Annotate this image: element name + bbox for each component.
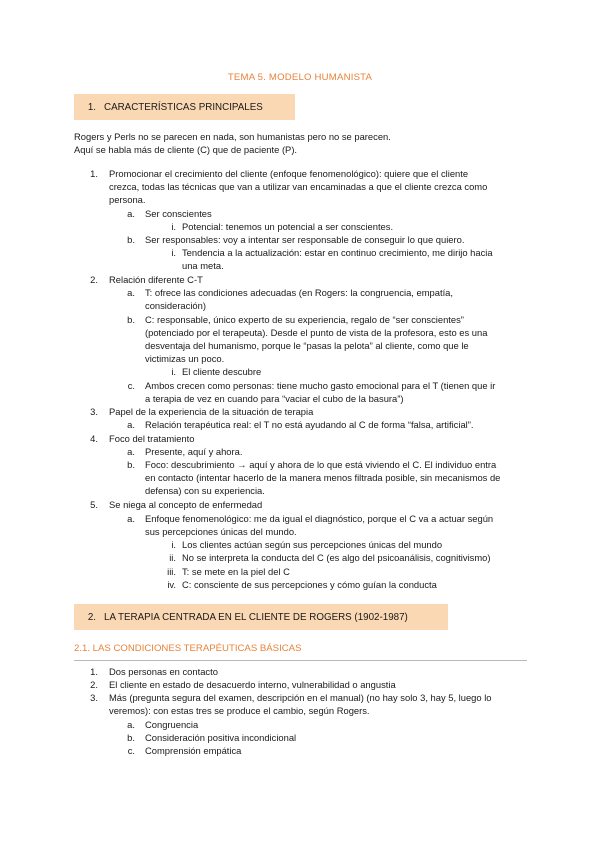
list-roman: i. xyxy=(171,366,176,377)
list-item-text: sus percepciones únicas del mundo. xyxy=(145,526,297,537)
list-roman: i. xyxy=(171,221,176,232)
list-number: 3. xyxy=(90,692,98,703)
list-item-text: Tendencia a la actualización: estar en continuo crecimiento, me dirijo hacia xyxy=(182,247,493,258)
list-letter: b. xyxy=(127,314,135,325)
list-item-text: Congruencia xyxy=(145,719,199,730)
list-item-text: una meta. xyxy=(182,260,224,271)
list-item-text: Enfoque fenomenológico: me da igual el diagnóstico, porque el C va a actuar según xyxy=(145,513,494,524)
list-number: 2. xyxy=(90,274,98,285)
document-title: TEMA 5. MODELO HUMANISTA xyxy=(227,72,373,83)
list-roman: ii. xyxy=(169,552,176,563)
list-item-text: Ambos crecen como personas: tiene mucho gasto emocional para el T (tienen que ir xyxy=(145,380,496,391)
list-letter: a. xyxy=(127,513,135,524)
list-letter: b. xyxy=(127,234,135,245)
list-item-text: Ser conscientes xyxy=(145,208,212,219)
list-item-text: desventaja del humanismo, porque le “pasas la pelota” al cliente, como que le xyxy=(145,340,469,351)
section-title: CARACTERÍSTICAS PRINCIPALES xyxy=(104,101,263,113)
section-header-caracteristicas xyxy=(74,94,295,120)
list-item-text: Comprensión empática xyxy=(145,745,242,756)
list-item-text: (potenciado por el terapeuta). Desde el punto de vista de la profesora, esto es una xyxy=(145,327,488,338)
intro-paragraph: Rogers y Perls no se parecen en nada, son humanistas pero no se parecen. xyxy=(74,131,391,142)
section-number: 2. xyxy=(87,611,96,623)
list-item-text: defensa) con su experiencia. xyxy=(145,485,265,496)
list-letter: c. xyxy=(127,745,135,756)
section-title: LA TERAPIA CENTRADA EN EL CLIENTE DE ROGERS (1902-1987) xyxy=(104,611,408,623)
list-letter: b. xyxy=(127,459,135,470)
list-item-text: persona. xyxy=(109,194,146,205)
list-number: 3. xyxy=(90,406,98,417)
list-item-text: Consideración positiva incondicional xyxy=(145,732,297,743)
list-item-text: Dos personas en contacto xyxy=(109,666,218,677)
section-number: 1. xyxy=(87,101,96,113)
list-item-text: Más (pregunta segura del examen, descripción en el manual) (no hay solo 3, hay 5, luego lo xyxy=(109,692,492,703)
list-letter: a. xyxy=(127,719,135,730)
list-item-text: C: consciente de sus percepciones y cómo guían la conducta xyxy=(182,579,437,590)
list-item-text: Foco: descubrimiento → aquí y ahora de lo que está viviendo el C. El individuo entra xyxy=(145,459,497,470)
list-letter: a. xyxy=(127,446,135,457)
list-roman: i. xyxy=(171,247,176,258)
list-number: 5. xyxy=(90,499,98,510)
list-item-text: Se niega al concepto de enfermedad xyxy=(109,499,263,510)
list-letter: b. xyxy=(127,732,135,743)
list-item-text: Papel de la experiencia de la situación de terapia xyxy=(109,406,314,417)
list-item-text: Relación terapéutica real: el T no está ayudando al C de forma “falsa, artificial”. xyxy=(145,419,474,430)
list-item-text: a terapia de vez en cuando para “vaciar el cubo de la basura”) xyxy=(145,393,404,404)
subsection-heading: 2.1. LAS CONDICIONES TERAPÉUTICAS BÁSICAS xyxy=(74,643,527,661)
list-item-text: C: responsable, único experto de su experiencia, regalo de “ser conscientes” xyxy=(145,314,464,325)
list-number: 1. xyxy=(90,168,98,179)
list-item-text: victimizas un poco. xyxy=(145,353,225,364)
list-roman: iii. xyxy=(167,566,176,577)
list-item-text: Relación diferente C-T xyxy=(109,274,203,285)
list-item-text: T: se mete en la piel del C xyxy=(182,566,290,577)
list-number: 1. xyxy=(90,666,98,677)
list-item-text: Presente, aquí y ahora. xyxy=(145,446,243,457)
list-item-text: T: ofrece las condiciones adecuadas (en Rogers: la congruencia, empatía, xyxy=(145,287,453,298)
list-item-text: Foco del tratamiento xyxy=(109,433,195,444)
list-item-text: El cliente descubre xyxy=(182,366,262,377)
list-item-text: Potencial: tenemos un potencial a ser conscientes. xyxy=(182,221,394,232)
list-item-text: en contacto (intentar hacerlo de la manera menos filtrada posible, sin mecanismos de xyxy=(145,472,501,483)
list-item-text: El cliente en estado de desacuerdo interno, vulnerabilidad o angustia xyxy=(109,679,396,690)
list-letter: a. xyxy=(127,287,135,298)
intro-paragraph: Aquí se habla más de cliente (C) que de paciente (P). xyxy=(74,144,298,155)
list-item-text: Ser responsables: voy a intentar ser responsable de conseguir lo que quiero. xyxy=(145,234,465,245)
list-item-text: veremos): con estas tres se produce el cambio, según Rogers. xyxy=(109,705,370,716)
list-item-text: crezca, todas las técnicas que van a utilizar van encaminadas a que el cliente crezca como xyxy=(109,181,488,192)
list-letter: a. xyxy=(127,419,135,430)
list-letter: a. xyxy=(127,208,135,219)
list-number: 4. xyxy=(90,433,98,444)
list-item-text: consideración) xyxy=(145,300,206,311)
list-roman: iv. xyxy=(167,579,176,590)
list-number: 2. xyxy=(90,679,98,690)
list-item-text: Los clientes actúan según sus percepciones únicas del mundo xyxy=(182,539,443,550)
list-item-text: No se interpreta la conducta del C (es algo del psicoanálisis, cognitivismo) xyxy=(182,552,491,563)
list-item-text: Promocionar el crecimiento del cliente (enfoque fenomenológico): quiere que el cliente xyxy=(109,168,469,179)
list-letter: c. xyxy=(127,380,135,391)
section-header-terapia-centrada xyxy=(74,604,448,630)
list-roman: i. xyxy=(171,539,176,550)
